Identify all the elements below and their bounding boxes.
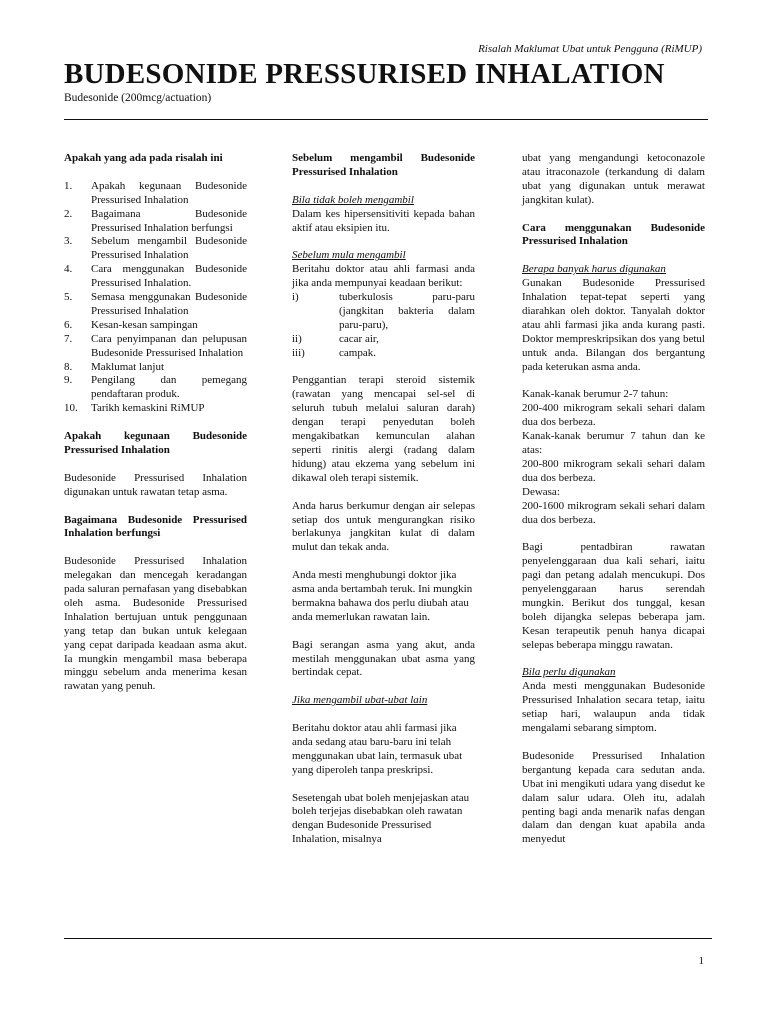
subheading-how-much: Berapa banyak harus digunakan xyxy=(522,263,666,276)
toc-item: 7. Cara penyimpanan dan pelupusan Budesonide Pressurised Inhalation xyxy=(64,332,247,359)
paragraph-acute: Bagi serangan asma yang akut, anda mestilah menggunakan ubat asma yang bertindak cepat. xyxy=(292,638,475,679)
column-3 xyxy=(522,152,705,861)
list-item: ii) cacar air, xyxy=(292,332,379,345)
toc-item: 5. Semasa menggunakan Budesonide Pressurised Inhalation xyxy=(64,291,247,317)
header-divider xyxy=(64,119,708,120)
toc-item: 6. Kesan-kesan sampingan xyxy=(64,318,198,331)
dose-child-2-7-value: 200-400 mikrogram sekali sehari dalam dua dos berbeza. xyxy=(522,402,705,429)
section-heading-use: Apakah kegunaan Budesonide Pressurised Inhalation xyxy=(64,430,247,456)
toc-item: 4. Cara menggunakan Budesonide Pressurised Inhalation. xyxy=(64,263,247,290)
dose-child-2-7-label: Kanak-kanak berumur 2-7 tahun: xyxy=(522,388,669,401)
footer-divider xyxy=(64,938,712,939)
toc-item: 1. Apakah kegunaan Budesonide Pressurised Inhalation xyxy=(64,179,247,206)
paragraph-gargle: Anda harus berkumur dengan air selepas setiap dos untuk mengurangkan risiko berlakunya jangkitan kulat di dalam mulut dan tekak anda. xyxy=(292,499,475,554)
page-number: 1 xyxy=(698,955,704,967)
paragraph-when-not: Dalam kes hipersensitiviti kepada bahan aktif atau eksipien itu. xyxy=(292,207,475,234)
paragraph-contact: Anda mesti menghubungi doktor jika asma anda bertambah teruk. Ini mungkin bermakna bahawa dos perlu diubah atau anda memerlukan rawatan lain. xyxy=(292,569,473,623)
toc-heading: Apakah yang ada pada risalah ini xyxy=(64,152,223,164)
dose-child-7-plus-value: 200-800 mikrogram sekali sehari dalam dua dos berbeza. xyxy=(522,457,705,484)
toc-item: 9. Pengilang dan pemegang pendaftaran produk. xyxy=(64,374,247,401)
subheading-before-start: Sebelum mula mengambil xyxy=(292,249,406,262)
section-heading-how-to-use: Cara menggunakan Budesonide Pressurised Inhalation xyxy=(522,221,705,248)
toc-item: 3. Sebelum mengambil Budesonide Pressurised Inhalation xyxy=(64,235,247,262)
section-heading-before: Sebelum mengambil Budesonide Pressurised Inhalation xyxy=(292,152,475,178)
subheading-when-not: Bila tidak boleh mengambil xyxy=(292,193,414,206)
document-subtitle: Budesonide (200mcg/actuation) xyxy=(64,92,212,104)
paragraph-before-start: Beritahu doktor atau ahli farmasi anda jika anda mempunyai keadaan berikut: xyxy=(292,263,475,290)
dose-child-7-plus-label: Kanak-kanak berumur 7 tahun dan ke atas: xyxy=(522,430,705,456)
document-title: BUDESONIDE PRESSURISED INHALATION xyxy=(64,58,665,90)
paragraph-inhalation: Budesonide Pressurised Inhalation bergantung kepada cara sedutan anda. Ubat ini mengikuti udara yang disedut ke dalam salur udara. Oleh itu, adalah penting bagi anda menarik nafas dengan dalam dan dengan kuat apabila anda menyedut xyxy=(522,749,705,846)
paragraph-interactions: Sesetengah ubat boleh menjejaskan atau boleh terjejas disebabkan oleh rawatan dengan Budesonide Pressurised Inhalation, misalnya xyxy=(292,791,470,846)
paragraph-continued: ubat yang mengandungi ketoconazole atau itraconazole (terkandung di dalam ubat yang digunakan untuk merawat jangkitan kulat). xyxy=(522,152,705,206)
paragraph-how-it-works: Budesonide Pressurised Inhalation melegakan dan mencegah keradangan pada saluran pernafasan yang disebabkan oleh asma. Budesonide Pressurised Inhalation bertujuan untuk penggunaan yang tetap dan bukan untuk kelegaan yang cepat daripada keadaan asma akut. Ia mungkin mengambil masa beberapa minggu sebelum anda menerima kesan rawatan yang penuh. xyxy=(64,555,247,693)
paragraph-dose: Gunakan Budesonide Pressurised Inhalation tepat-tepat seperti yang diarahkan oleh doktor. Tanyalah doktor atau ahli farmasi jika anda kurang pasti. Doktor mempreskripsikan dos yang betul untuk anda. Bilangan dos bergantung pada keterukan asma anda. xyxy=(522,277,705,373)
paragraph-twice-daily: Bagi pentadbiran rawatan penyelenggaraan dua kali sehari, iaitu pagi dan petang adalah mencukupi. Dos penyelenggaraan harus serendah mungkin. Berikut dos tunggal, kesan boleh dijangka selepas beberapa jam. Kesan terapeutik penuh hanya dicapai selepas beberapa minggu rawatan. xyxy=(522,541,705,651)
leaflet-label: Risalah Maklumat Ubat untuk Pengguna (RiMUP) xyxy=(478,43,702,55)
toc-item: 10. Tarikh kemaskini RiMUP xyxy=(64,402,205,415)
paragraph-use: Budesonide Pressurised Inhalation digunakan untuk rawatan tetap asma. xyxy=(64,471,247,498)
list-item: i) tuberkulosis paru-paru (jangkitan bakteria dalam paru-paru), xyxy=(292,291,475,331)
column-1 xyxy=(64,152,247,708)
dose-adult-label: Dewasa: xyxy=(522,485,560,498)
subheading-other-meds: Jika mengambil ubat-ubat lain xyxy=(292,694,428,707)
paragraph-steroid: Penggantian terapi steroid sistemik (rawatan yang mencapai sel-sel di seluruh tubuh melalui saluran darah) dengan terapi penyedutan boleh mengakibatkan kemunculan alahan seperti rinitis alergi (radang dalam hidung) atau ekzema yang sebelum ini dikawal oleh terapi sistemik. xyxy=(292,374,475,484)
section-heading-how-it-works: Bagaimana Budesonide Pressurised Inhalation berfungsi xyxy=(64,513,247,540)
paragraph-other-meds: Beritahu doktor atau ahli farmasi jika anda sedang atau baru-baru ini telah menggunakan ubat lain, termasuk ubat yang diperoleh tanpa preskripsi. xyxy=(292,722,463,776)
toc-item: 2. Bagaimana Budesonide Pressurised Inhalation berfungsi xyxy=(64,207,247,234)
column-2 xyxy=(292,152,475,861)
list-item: iii) campak. xyxy=(292,346,376,359)
toc-item: 8. Maklumat lanjut xyxy=(64,360,165,373)
dose-adult-value: 200-1600 mikrogram sekali sehari dalam dua dos berbeza. xyxy=(522,499,705,526)
paragraph-when-to-use: Anda mesti menggunakan Budesonide Pressurised Inhalation secara tetap, iaitu setiap hari, walaupun anda tidak mengalami sebarang simptom. xyxy=(522,680,705,735)
subheading-when-to-use: Bila perlu digunakan xyxy=(522,666,616,679)
conditions-list xyxy=(292,291,475,361)
toc-list xyxy=(64,180,247,416)
